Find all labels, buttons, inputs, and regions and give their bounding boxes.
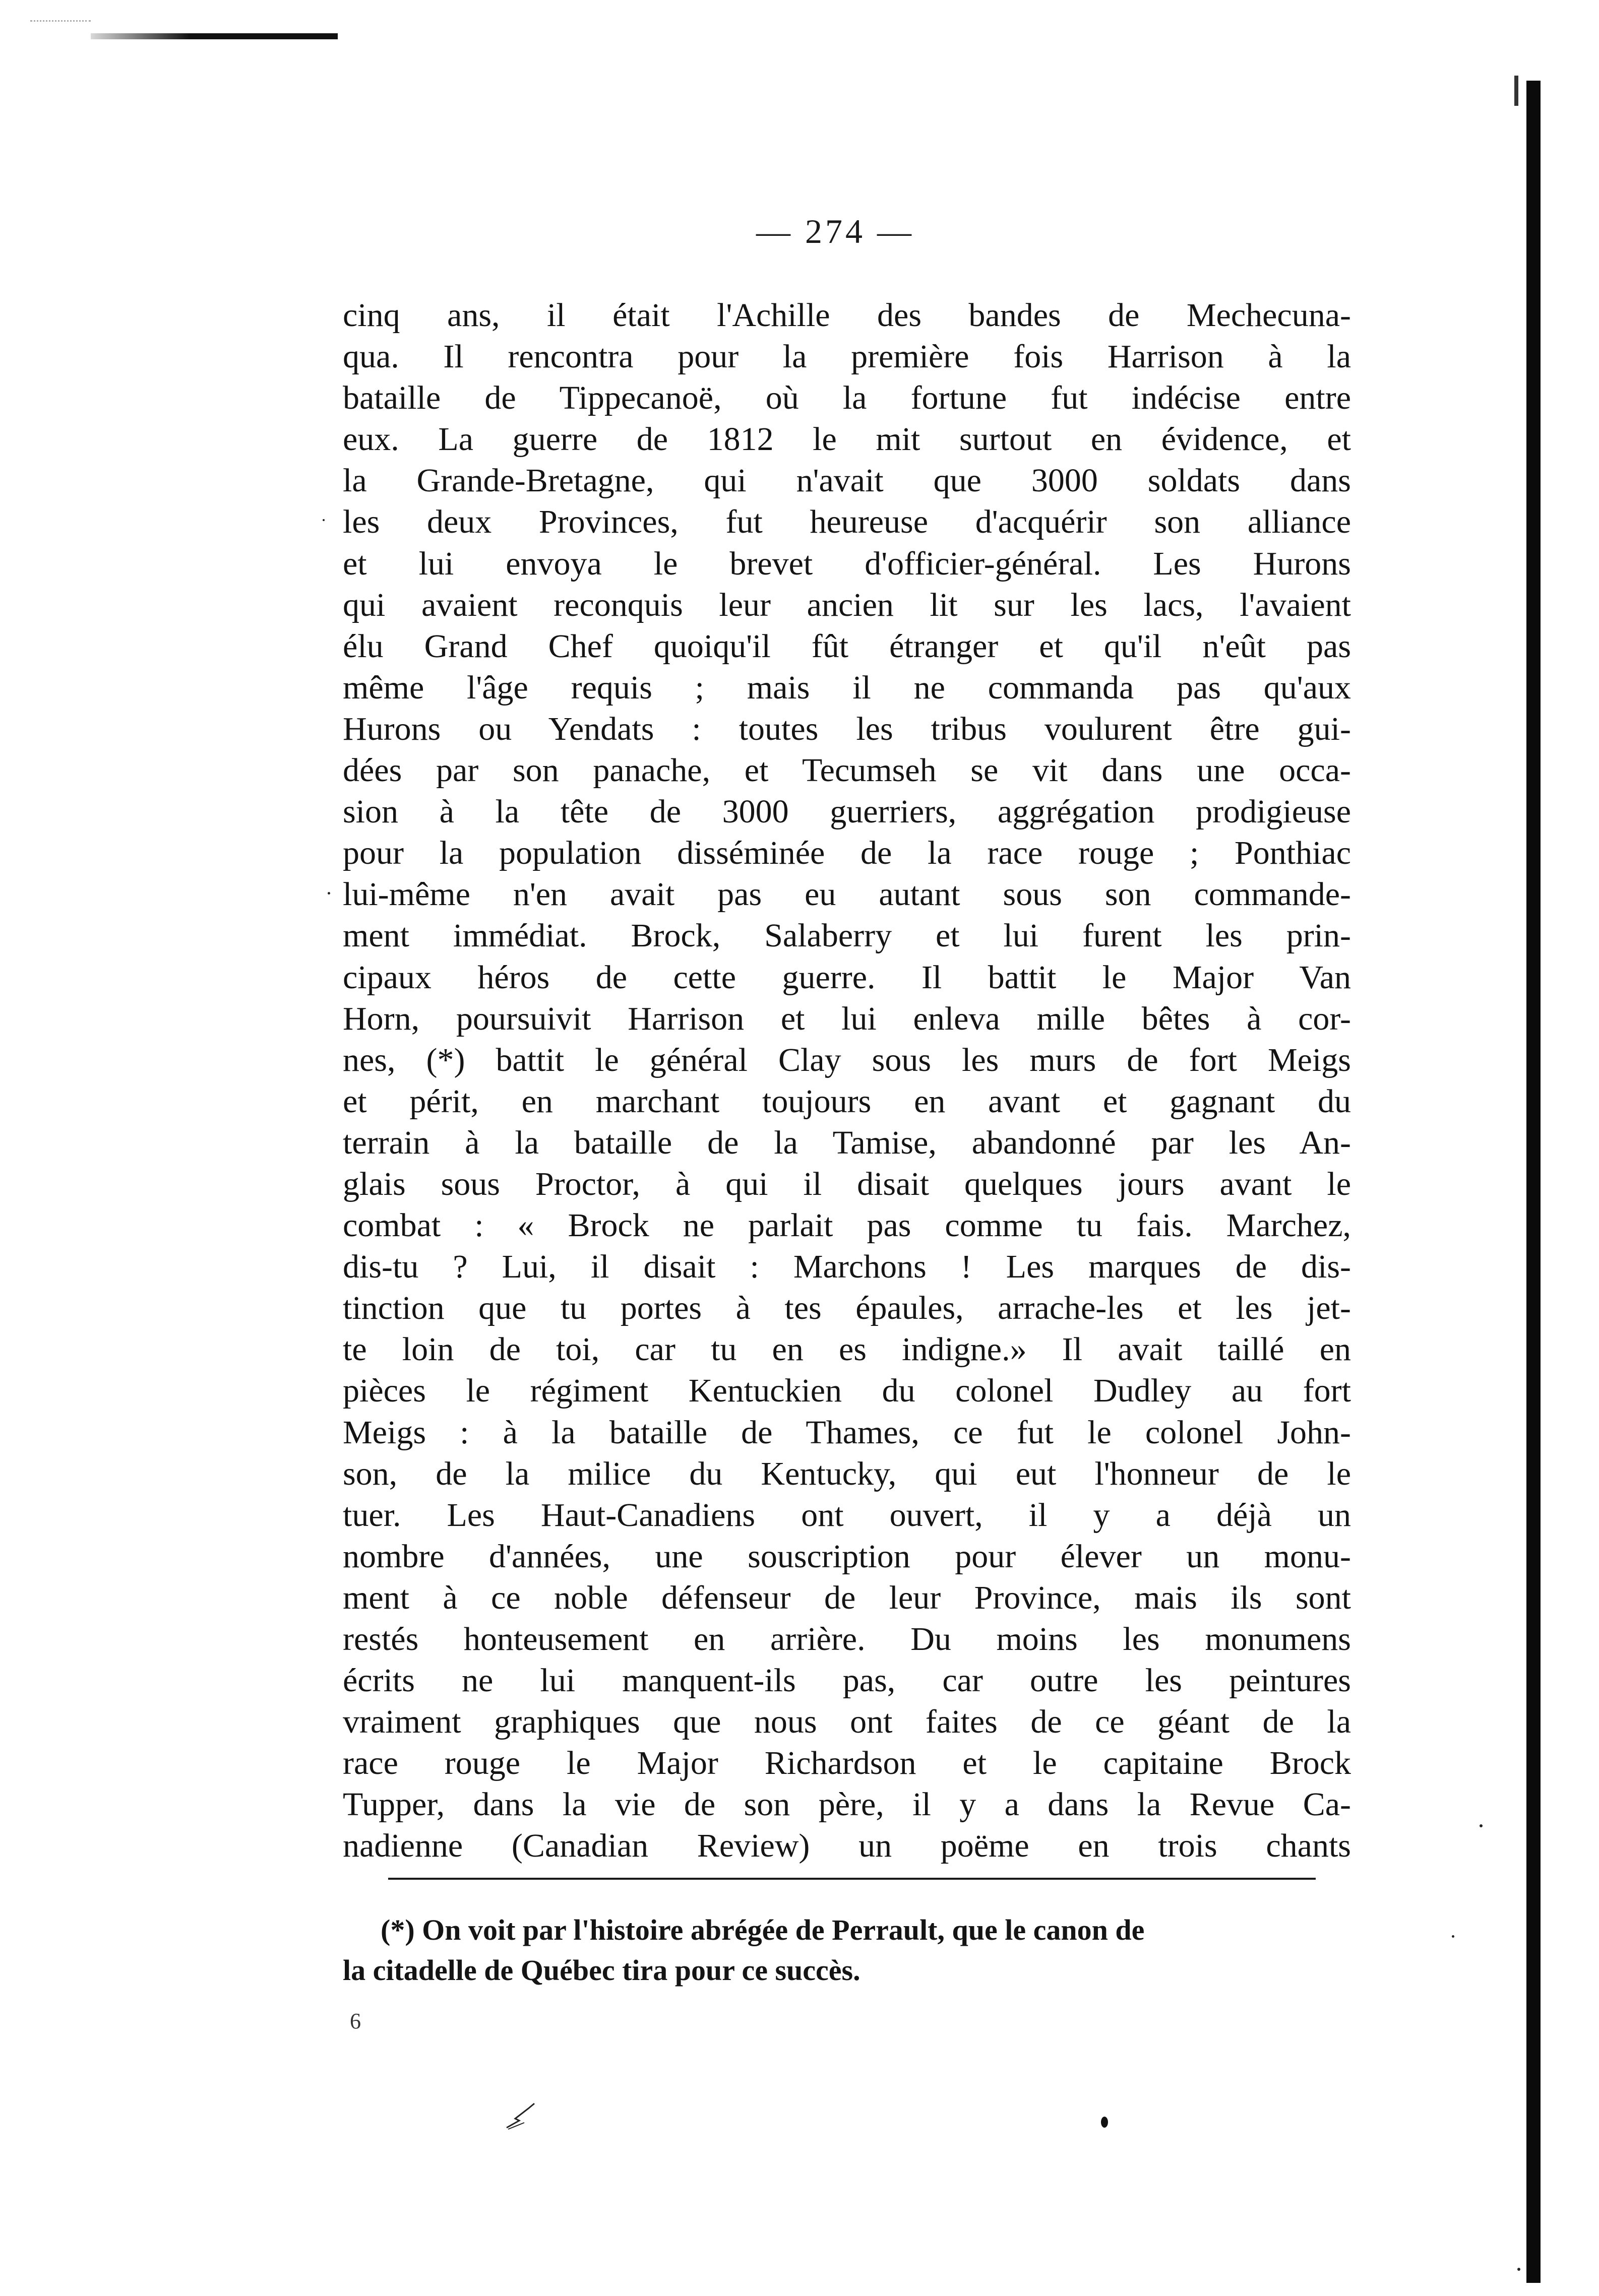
scan-artifact-dots bbox=[30, 20, 91, 25]
text-line: dis-tu ? Lui, il disait : Marchons ! Les marques de dis- bbox=[343, 1248, 1351, 1286]
text-line: et lui envoya le brevet d'officier-général. Les Hurons bbox=[343, 545, 1351, 582]
footnote-line: la citadelle de Québec tira pour ce succès. bbox=[343, 1954, 860, 1987]
text-line: vraiment graphiques que nous ont faites de ce géant de la bbox=[343, 1703, 1351, 1741]
text-line: tuer. Les Haut-Canadiens ont ouvert, il y a déjà un bbox=[343, 1496, 1351, 1534]
scan-speck bbox=[1517, 2268, 1520, 2271]
text-line: Tupper, dans la vie de son père, il y a dans la Revue Ca- bbox=[343, 1786, 1351, 1823]
text-line: son, de la milice du Kentucky, qui eut l'honneur de le bbox=[343, 1455, 1351, 1492]
text-line: cipaux héros de cette guerre. Il battit le Major Van bbox=[343, 959, 1351, 996]
scan-speck bbox=[1452, 1935, 1454, 1938]
text-line: restés honteusement en arrière. Du moins les monumens bbox=[343, 1621, 1351, 1657]
text-line: combat : « Brock ne parlait pas comme tu fais. Marchez, bbox=[343, 1207, 1351, 1244]
text-line: dées par son panache, et Tecumseh se vit dans une occa- bbox=[343, 752, 1351, 789]
pen-scribble-icon bbox=[504, 2101, 539, 2132]
binding-edge-shadow bbox=[1526, 81, 1541, 2283]
text-line: qui avaient reconquis leur ancien lit sur les lacs, l'avaient bbox=[343, 586, 1351, 623]
text-line: les deux Provinces, fut heureuse d'acquérir son alliance bbox=[343, 503, 1351, 541]
text-line: élu Grand Chef quoiqu'il fût étranger et qu'il n'eût pas bbox=[343, 627, 1351, 665]
text-line: te loin de toi, car tu en es indigne.» Il avait taillé en bbox=[343, 1331, 1351, 1368]
text-line: pièces le régiment Kentuckien du colonel Dudley au fort bbox=[343, 1372, 1351, 1410]
text-line: nes, (*) battit le général Clay sous les murs de fort Meigs bbox=[343, 1041, 1351, 1078]
text-line: terrain à la bataille de la Tamise, abandonné par les An- bbox=[343, 1124, 1351, 1161]
text-line: écrits ne lui manquent-ils pas, car outre les peintures bbox=[343, 1662, 1351, 1699]
body-paragraph bbox=[343, 295, 1351, 1867]
footnote-line: (*) On voit par l'histoire abrégée de Perrault, que le canon de bbox=[381, 1914, 1145, 1946]
footnote-divider bbox=[388, 1878, 1316, 1880]
text-line: la Grande-Bretagne, qui n'avait que 3000 soldats dans bbox=[343, 462, 1351, 499]
text-line: Hurons ou Yendats : toutes les tribus voulurent être gui- bbox=[343, 710, 1351, 747]
text-line: nombre d'années, une souscription pour élever un monu- bbox=[343, 1538, 1351, 1575]
ink-dot-mark bbox=[1101, 2117, 1108, 2128]
text-line: qua. Il rencontra pour la première fois Harrison à la bbox=[343, 338, 1351, 375]
text-line: glais sous Proctor, à qui il disait quelques jours avant le bbox=[343, 1165, 1351, 1202]
scan-speck bbox=[323, 519, 325, 521]
text-line: bataille de Tippecanoë, où la fortune fut indécise entre bbox=[343, 379, 1351, 417]
text-line: sion à la tête de 3000 guerriers, aggrégation prodigieuse bbox=[343, 793, 1351, 831]
scan-speck bbox=[1480, 1824, 1483, 1827]
text-line: Horn, poursuivit Harrison et lui enleva mille bêtes à cor- bbox=[343, 1000, 1351, 1037]
binding-edge-tick bbox=[1514, 76, 1518, 106]
text-line: Meigs : à la bataille de Thames, ce fut le colonel John- bbox=[343, 1414, 1351, 1451]
text-line: eux. La guerre de 1812 le mit surtout en évidence, et bbox=[343, 421, 1351, 458]
text-line: nadienne (Canadian Review) un poëme en trois chants bbox=[343, 1827, 1351, 1865]
stray-glyph-mark: 6 bbox=[350, 2009, 361, 2033]
text-line: lui-même n'en avait pas eu autant sous son commande- bbox=[343, 876, 1351, 913]
scan-speck bbox=[328, 892, 330, 895]
text-line: ment immédiat. Brock, Salaberry et lui furent les prin- bbox=[343, 917, 1351, 954]
text-line: cinq ans, il était l'Achille des bandes de Mechecuna- bbox=[343, 297, 1351, 334]
text-line: même l'âge requis ; mais il ne commanda pas qu'aux bbox=[343, 669, 1351, 706]
page-number: — 274 — bbox=[756, 212, 914, 250]
text-line: race rouge le Major Richardson et le capitaine Brock bbox=[343, 1745, 1351, 1782]
text-line: et périt, en marchant toujours en avant et gagnant du bbox=[343, 1082, 1351, 1120]
scan-artifact-bar bbox=[91, 33, 338, 39]
text-line: ment à ce noble défenseur de leur Province, mais ils sont bbox=[343, 1579, 1351, 1616]
text-line: pour la population disséminée de la race rouge ; Ponthiac bbox=[343, 835, 1351, 872]
footnote bbox=[343, 1910, 1351, 1991]
text-line: tinction que tu portes à tes épaules, arrache-les et les jet- bbox=[343, 1290, 1351, 1327]
